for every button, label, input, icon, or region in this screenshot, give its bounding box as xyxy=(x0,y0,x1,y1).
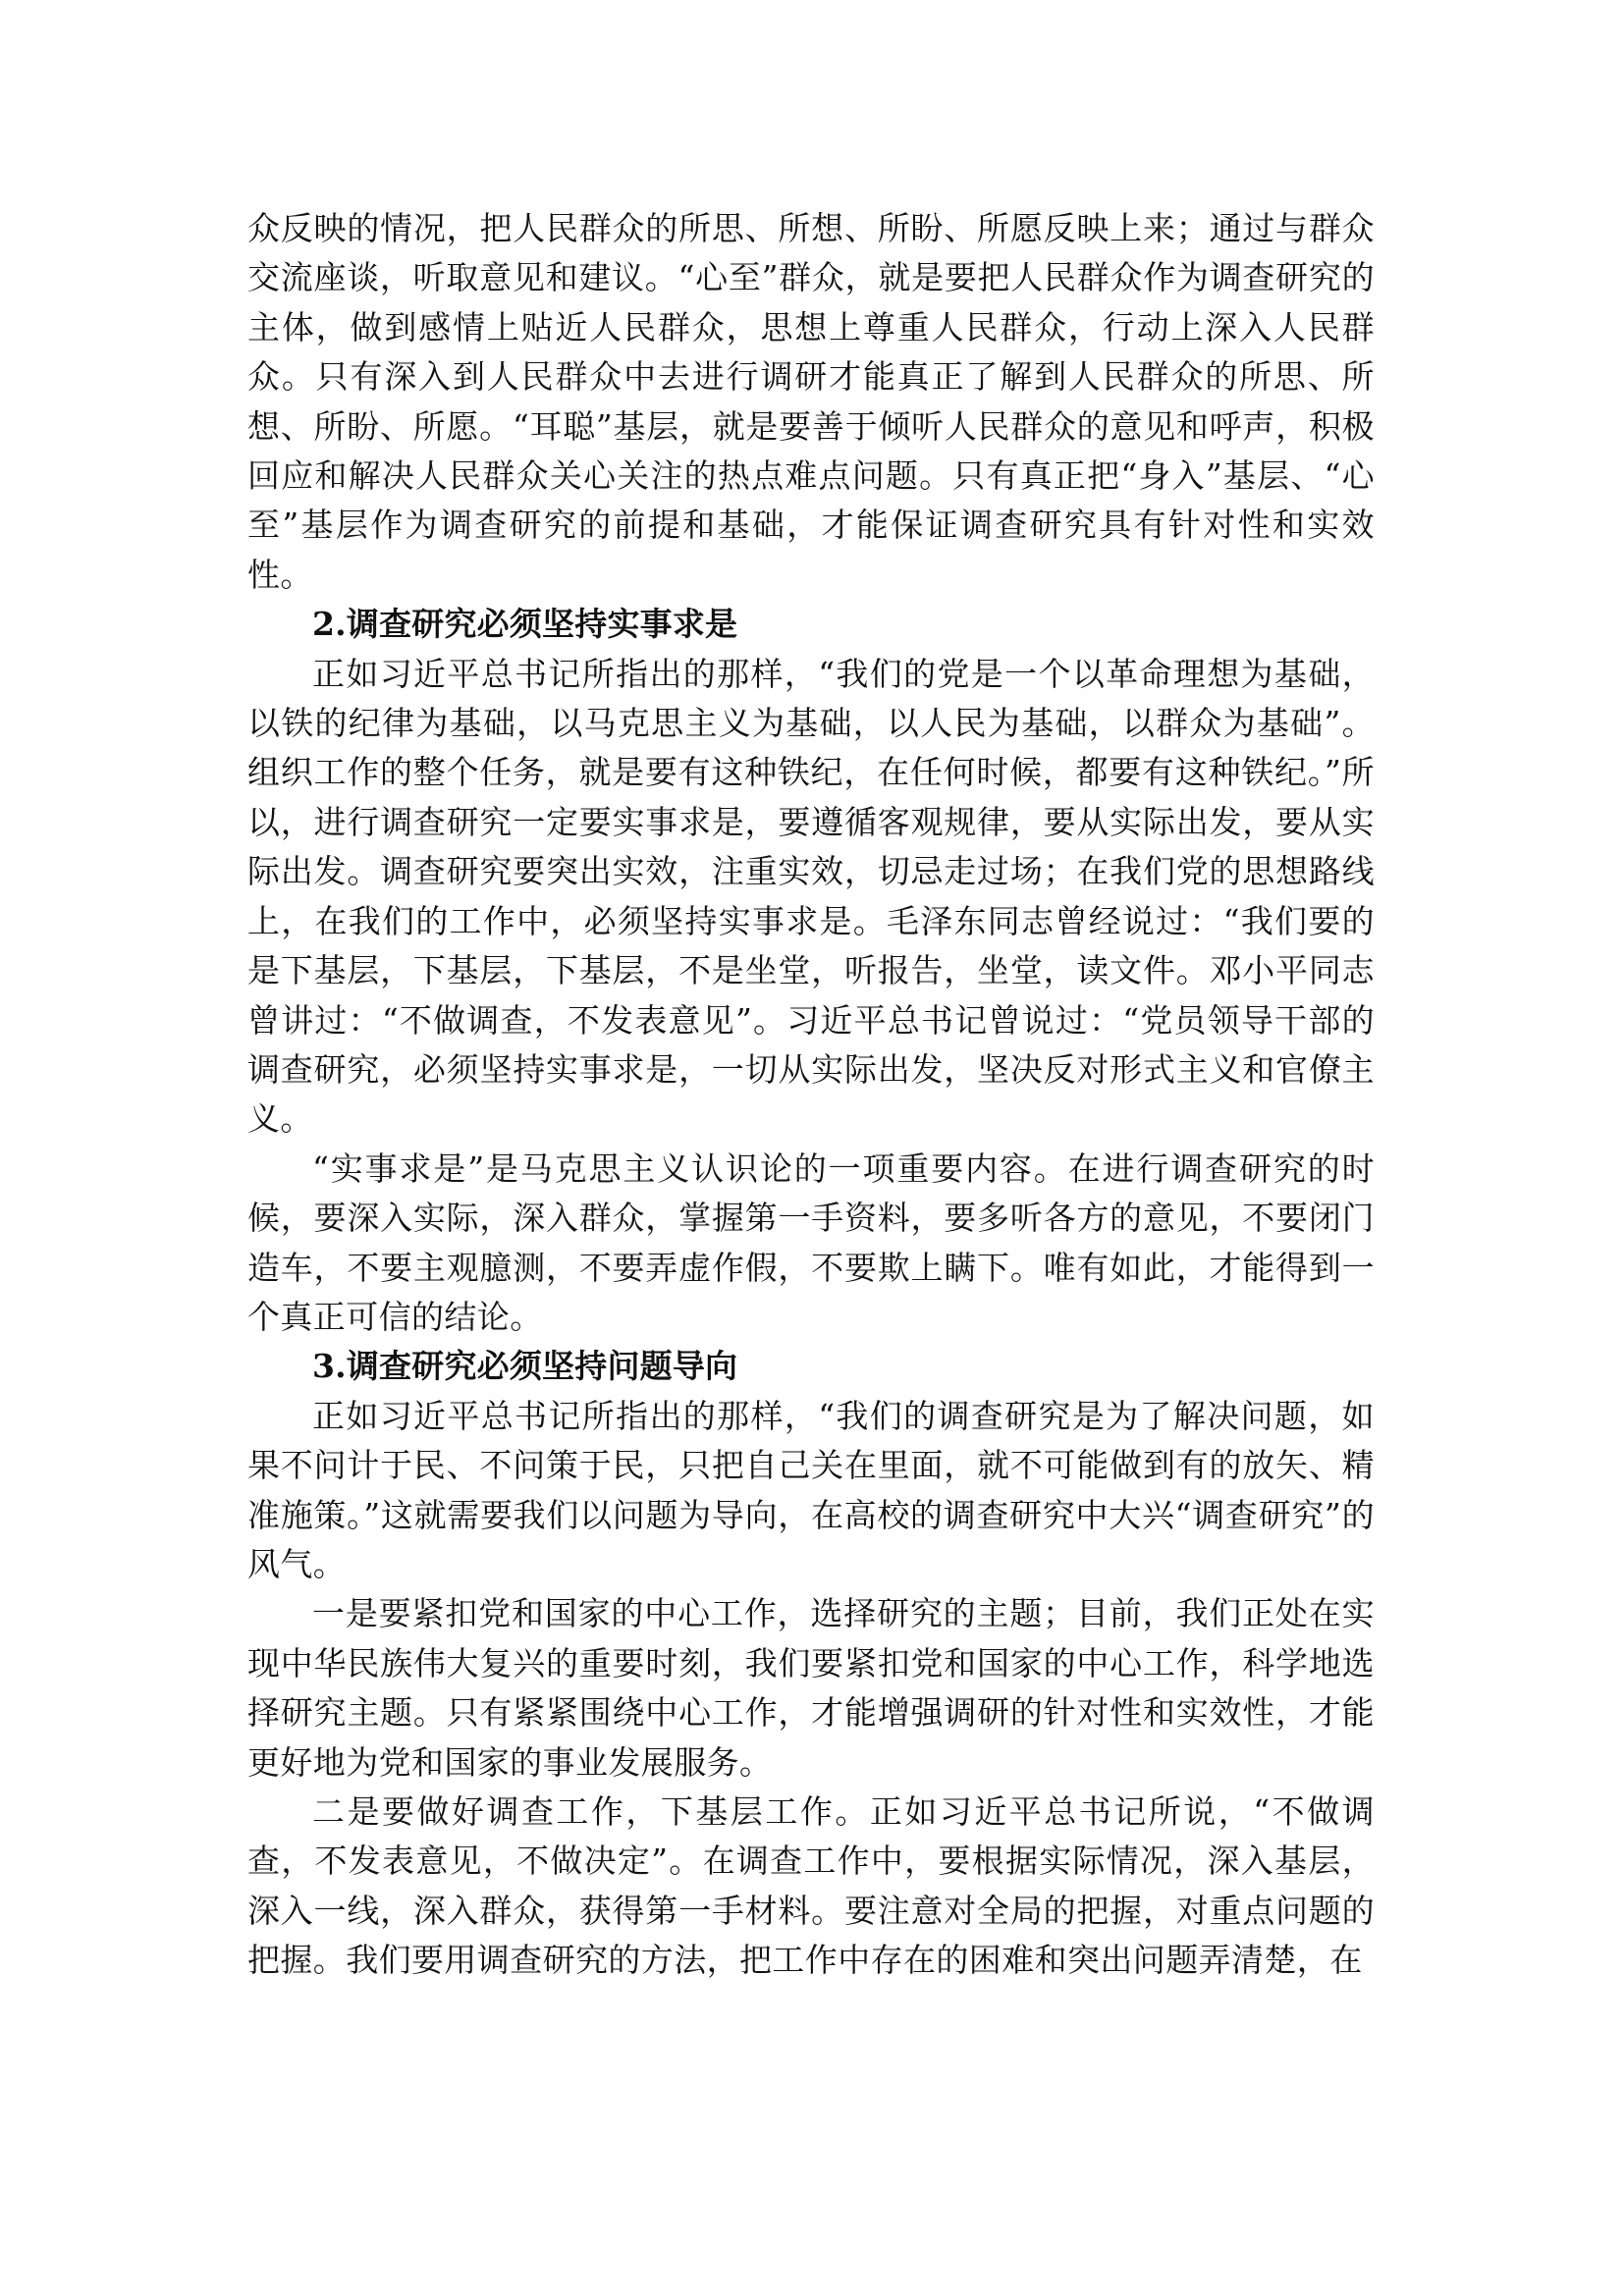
document-body xyxy=(247,204,1375,1986)
section-heading-3: 3.调查研究必须坚持问题导向 xyxy=(312,1347,738,1386)
paragraph-continued: 众反映的情况，把人民群众的所思、所想、所盼、所愿反映上来；通过与群众交流座谈，听取意见和建议。“心至”群众，就是要把人民群众作为调查研究的主体，做到感情上贴近人民群众，思想上尊重人民群众，行动上深入人民群众。只有深入到人民群众中去进行调研才能真正了解到人民群众的所思、所想、所盼、所愿。“耳聪”基层，就是要善于倾听人民群众的意见和呼声，积极回应和解决人民群众关心关注的热点难点问题。只有真正把“身入”基层、“心至”基层作为调查研究的前提和基础，才能保证调查研究具有针对性和实效性。 xyxy=(247,209,1375,594)
paragraph: “实事求是”是马克思主义认识论的一项重要内容。在进行调查研究的时候，要深入实际，深入群众，掌握第一手资料，要多听各方的意见，不要闭门造车，不要主观臆测，不要弄虚作假，不要欺上瞒下。唯有如此，才能得到一个真正可信的结论。 xyxy=(247,1148,1375,1336)
section-heading-2: 2.调查研究必须坚持实事求是 xyxy=(312,605,738,644)
paragraph: 正如习近平总书记所指出的那样，“我们的调查研究是为了解决问题，如果不问计于民、不问策于民，只把自己关在里面，就不可能做到有的放矢、精准施策。”这就需要我们以问题为导向，在高校的调查研究中大兴“调查研究”的风气。 xyxy=(247,1396,1375,1583)
paragraph: 正如习近平总书记所指出的那样，“我们的党是一个以革命理想为基础，以铁的纪律为基础，以马克思主义为基础，以人民为基础，以群众为基础”。组织工作的整个任务，就是要有这种铁纪，在任何时候，都要有这种铁纪。”所以，进行调查研究一定要实事求是，要遵循客观规律，要从实际出发，要从实际出发。调查研究要突出实效，注重实效，切忌走过场；在我们党的思想路线上，在我们的工作中，必须坚持实事求是。毛泽东同志曾经说过：“我们要的是下基层，下基层，下基层，不是坐堂，听报告，坐堂，读文件。邓小平同志曾讲过：“不做调查，不发表意见”。习近平总书记曾说过：“党员领导干部的调查研究，必须坚持实事求是，一切从实际出发，坚决反对形式主义和官僚主义。 xyxy=(247,654,1375,1139)
paragraph: 二是要做好调查工作，下基层工作。正如习近平总书记所说，“不做调查，不发表意见，不做决定”。在调查工作中，要根据实际情况，深入基层，深入一线，深入群众，获得第一手材料。要注意对全局的把握，对重点问题的把握。我们要用调查研究的方法，把工作中存在的困难和突出问题弄清楚，在 xyxy=(247,1792,1375,1980)
paragraph: 一是要紧扣党和国家的中心工作，选择研究的主题；目前，我们正处在实现中华民族伟大复兴的重要时刻，我们要紧扣党和国家的中心工作，科学地选择研究主题。只有紧紧围绕中心工作，才能增强调研的针对性和实效性，才能更好地为党和国家的事业发展服务。 xyxy=(247,1594,1375,1782)
